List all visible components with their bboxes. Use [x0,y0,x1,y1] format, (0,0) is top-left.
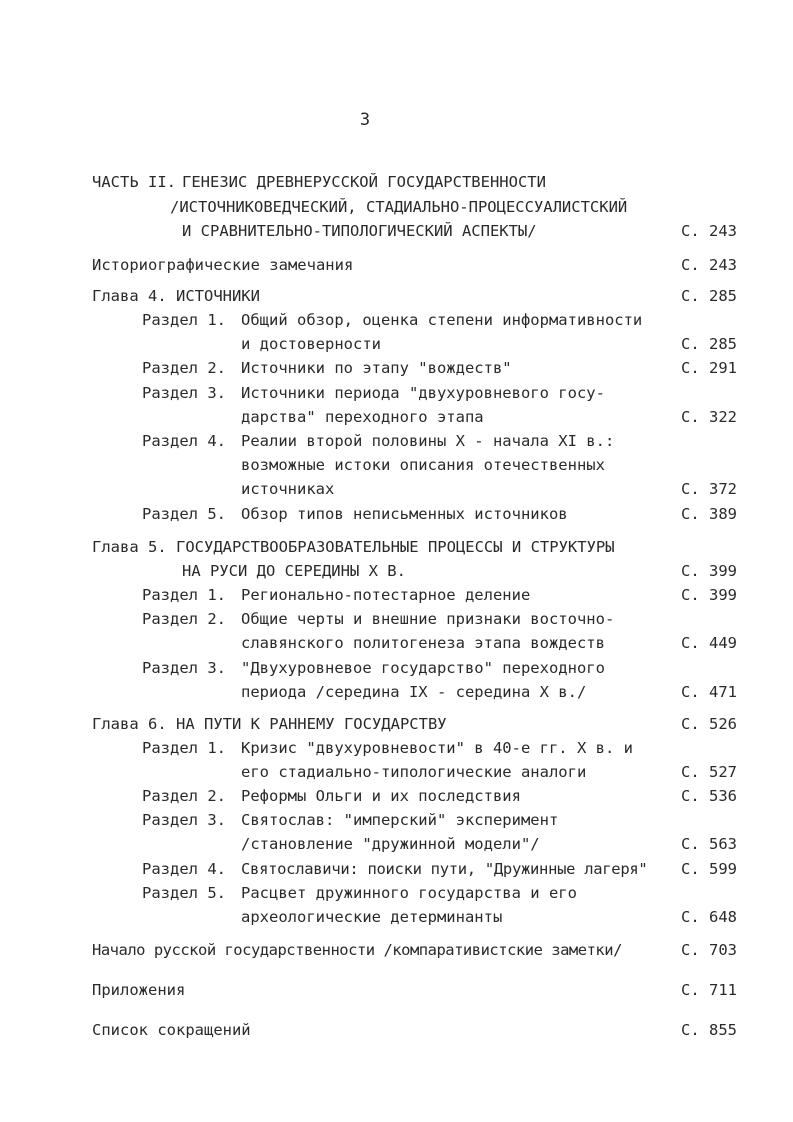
section-entry [0,811,793,835]
section-title-line: Обзор типов неписьменных источников [241,505,568,523]
part-title-line: ГЕНЕЗИС ДРЕВНЕРУССКОЙ ГОСУДАРСТВЕННОСТИ [182,173,546,191]
part-title-line: И СРАВНИТЕЛЬНО-ТИПОЛОГИЧЕСКИЙ АСПЕКТЫ/ [182,222,537,240]
section-label: Раздел 2. [142,610,226,628]
section-title-line: археологические детерминанты [241,908,503,926]
entry-title: Начало русской государственности /компаративистские заметки/ [92,941,622,959]
section-entry [0,659,793,683]
toc-entry-abbreviations [0,1021,793,1045]
page-ref: С. 526 [681,715,737,733]
section-title-line: Реформы Ольги и их последствия [241,787,521,805]
section-entry [0,586,793,610]
section-entry [0,311,793,335]
section-entry-cont [0,835,793,859]
page-ref: С. 399 [681,562,737,580]
part-heading-line-3 [0,222,793,246]
section-entry [0,884,793,908]
section-title-line: Кризис "двухуровневости" в 40-е гг. Х в. и [241,739,633,757]
section-title-line: периода /середина IX - середина Х в./ [241,683,587,701]
toc-entry-appendices [0,981,793,1005]
page-ref: С. 285 [681,335,737,353]
section-entry [0,739,793,763]
section-title-line: Источники по этапу "вождеств" [241,359,512,377]
section-label: Раздел 1. [142,586,226,604]
section-entry-cont [0,683,793,707]
chapter-title: Глава 4. ИСТОЧНИКИ [92,287,260,305]
page-ref: С. 703 [681,941,737,959]
section-entry-cont [0,408,793,432]
section-entry [0,505,793,529]
section-entry [0,432,793,456]
section-entry [0,359,793,383]
page-ref: С. 399 [681,586,737,604]
page-ref: С. 855 [681,1021,737,1039]
section-label: Раздел 3. [142,659,226,677]
page-ref: С. 471 [681,683,737,701]
entry-title: Приложения [92,981,186,999]
page-ref: С. 243 [681,256,737,274]
section-title-line: Святославичи: поиски пути, "Дружинные лагеря" [241,860,648,878]
section-label: Раздел 4. [142,432,226,450]
toc-entry-conclusion [0,941,793,965]
section-entry-cont [0,456,793,480]
page-ref: С. 372 [681,480,737,498]
page-ref: С. 389 [681,505,737,523]
part-heading-line-1 [0,173,793,197]
section-title-line: его стадиально-типологические аналоги [241,763,587,781]
section-label: Раздел 2. [142,787,226,805]
section-title-line: Расцвет дружинного государства и его [241,884,577,902]
section-label: Раздел 3. [142,384,226,402]
section-title-line: "Двухуровневое государство" переходного [241,659,605,677]
toc-entry-historiography [0,256,793,280]
section-title-line: Реалии второй половины Х - начала XI в.: [241,432,615,450]
part-heading-line-2 [0,198,793,222]
section-label: Раздел 1. [142,311,226,329]
part-title-line: /ИСТОЧНИКОВЕДЧЕСКИЙ, СТАДИАЛЬНО-ПРОЦЕССУАЛИСТСКИЙ [170,198,628,216]
entry-title: Список сокращений [92,1021,251,1039]
page-ref: С. 291 [681,359,737,377]
section-title-line: Источники периода "двухуровневого госу- [241,384,605,402]
chapter-4-heading [0,287,793,311]
section-label: Раздел 5. [142,884,226,902]
page-ref: С. 648 [681,908,737,926]
section-title-line: Общие черты и внешние признаки восточно- [241,610,615,628]
section-entry [0,787,793,811]
section-title-line: дарства" переходного этапа [241,408,484,426]
page-ref: С. 599 [681,860,737,878]
entry-title: Историографические замечания [92,256,354,274]
page-ref: С. 711 [681,981,737,999]
section-title-line: источниках [241,480,335,498]
chapter-5-heading [0,538,793,562]
page-ref: С. 243 [681,222,737,240]
section-title-line: Регионально-потестарное деление [241,586,531,604]
section-entry [0,384,793,408]
chapter-6-heading [0,715,793,739]
section-title-line: и достоверности [241,335,381,353]
section-title-line: Святослав: "имперский" эксперимент [241,811,559,829]
section-entry-cont [0,634,793,658]
page-ref: С. 322 [681,408,737,426]
chapter-title: Глава 6. НА ПУТИ К РАННЕМУ ГОСУДАРСТВУ [92,715,447,733]
section-entry-cont [0,335,793,359]
section-entry-cont [0,763,793,787]
section-label: Раздел 2. [142,359,226,377]
page-ref: С. 527 [681,763,737,781]
page-ref: С. 536 [681,787,737,805]
chapter-title: Глава 5. ГОСУДАРСТВООБРАЗОВАТЕЛЬНЫЕ ПРОЦЕССЫ И СТРУКТУРЫ [92,538,615,556]
section-title-line: возможные истоки описания отечественных [241,456,605,474]
page-ref: С. 563 [681,835,737,853]
section-label: Раздел 3. [142,811,226,829]
section-title-line: Общий обзор, оценка степени информативности [241,311,643,329]
page-ref: С. 285 [681,287,737,305]
chapter-title-line: НА РУСИ ДО СЕРЕДИНЫ Х В. [182,562,406,580]
page-number: 3 [359,110,371,130]
section-entry-cont [0,908,793,932]
section-entry [0,610,793,634]
page-ref: С. 449 [681,634,737,652]
chapter-5-heading-cont [0,562,793,586]
section-label: Раздел 1. [142,739,226,757]
part-label: ЧАСТЬ II. [92,173,176,191]
section-label: Раздел 4. [142,860,226,878]
section-entry [0,860,793,884]
section-label: Раздел 5. [142,505,226,523]
section-title-line: /становление "дружинной модели"/ [241,835,540,853]
section-entry-cont [0,480,793,504]
section-title-line: славянского политогенеза этапа вождеств [241,634,605,652]
